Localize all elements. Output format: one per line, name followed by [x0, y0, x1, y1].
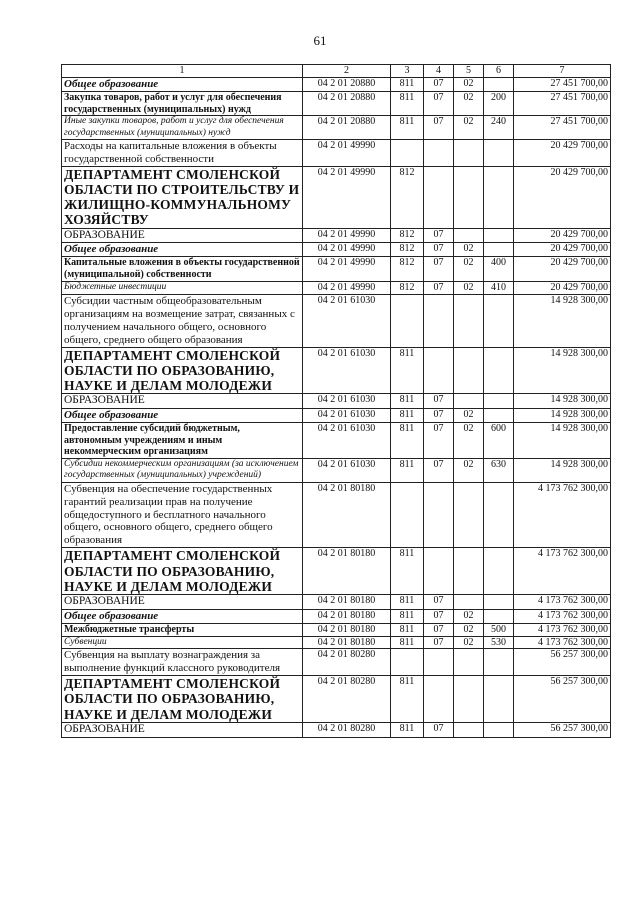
- section-code: 07: [424, 243, 454, 257]
- amount-value: 20 429 700,00: [514, 139, 611, 166]
- row-description: Расходы на капитальные вложения в объекты государственной собственности: [62, 139, 303, 166]
- section-code: 07: [424, 281, 454, 294]
- section-code: [424, 166, 454, 228]
- subsection-code: 02: [454, 281, 484, 294]
- table-row: [62, 243, 611, 257]
- table-row: [62, 649, 611, 676]
- section-code: [424, 676, 454, 723]
- section-code: 07: [424, 257, 454, 282]
- amount-value: 4 173 762 300,00: [514, 609, 611, 623]
- subsection-code: [454, 228, 484, 243]
- amount-value: 20 429 700,00: [514, 281, 611, 294]
- target-article-code: 04 2 01 61030: [303, 459, 391, 482]
- amount-value: 4 173 762 300,00: [514, 548, 611, 595]
- table-row: [62, 139, 611, 166]
- column-header: 6: [484, 65, 514, 78]
- table-row: [62, 459, 611, 482]
- section-code: 07: [424, 116, 454, 139]
- row-description: ОБРАЗОВАНИЕ: [62, 595, 303, 610]
- section-code: [424, 347, 454, 394]
- table-row: [62, 294, 611, 347]
- row-description: Предоставление субсидий бюджетным, автономным учреждениям и иным некоммерческим организациям: [62, 422, 303, 458]
- department-code: 812: [391, 228, 424, 243]
- row-description: Субвенция на выплату вознаграждения за выполнение функций классного руководителя: [62, 649, 303, 676]
- expense-type-code: 240: [484, 116, 514, 139]
- target-article-code: 04 2 01 49990: [303, 257, 391, 282]
- subsection-code: [454, 548, 484, 595]
- amount-value: 27 451 700,00: [514, 77, 611, 91]
- amount-value: 56 257 300,00: [514, 722, 611, 737]
- department-code: 811: [391, 623, 424, 636]
- section-code: 07: [424, 623, 454, 636]
- section-code: [424, 139, 454, 166]
- column-header: 4: [424, 65, 454, 78]
- row-description: Общее образование: [62, 408, 303, 422]
- target-article-code: 04 2 01 80280: [303, 676, 391, 723]
- department-code: 812: [391, 281, 424, 294]
- target-article-code: 04 2 01 61030: [303, 394, 391, 409]
- target-article-code: 04 2 01 61030: [303, 422, 391, 458]
- row-description: Капитальные вложения в объекты государственной (муниципальной) собственности: [62, 257, 303, 282]
- budget-table-body: [62, 65, 611, 738]
- department-code: 812: [391, 166, 424, 228]
- expense-type-code: [484, 166, 514, 228]
- section-code: 07: [424, 77, 454, 91]
- expense-type-code: [484, 243, 514, 257]
- row-description: ОБРАЗОВАНИЕ: [62, 228, 303, 243]
- target-article-code: 04 2 01 61030: [303, 294, 391, 347]
- subsection-code: [454, 394, 484, 409]
- department-code: 811: [391, 459, 424, 482]
- subsection-code: 02: [454, 91, 484, 116]
- row-description: ДЕПАРТАМЕНТ СМОЛЕНСКОЙ ОБЛАСТИ ПО ОБРАЗОВАНИЮ, НАУКЕ И ДЕЛАМ МОЛОДЕЖИ: [62, 347, 303, 394]
- row-description: Субсидии некоммерческим организациям (за исключением государственных (муниципальных) учреждений): [62, 459, 303, 482]
- subsection-code: 02: [454, 459, 484, 482]
- column-header: 2: [303, 65, 391, 78]
- expense-type-code: [484, 722, 514, 737]
- target-article-code: 04 2 01 61030: [303, 347, 391, 394]
- column-header: 1: [62, 65, 303, 78]
- subsection-code: [454, 166, 484, 228]
- table-row: [62, 91, 611, 116]
- department-code: [391, 482, 424, 548]
- target-article-code: 04 2 01 80180: [303, 595, 391, 610]
- amount-value: 27 451 700,00: [514, 91, 611, 116]
- target-article-code: 04 2 01 80180: [303, 548, 391, 595]
- department-code: 812: [391, 257, 424, 282]
- target-article-code: 04 2 01 49990: [303, 139, 391, 166]
- column-header: 7: [514, 65, 611, 78]
- target-article-code: 04 2 01 20880: [303, 91, 391, 116]
- subsection-code: [454, 722, 484, 737]
- expense-type-code: [484, 482, 514, 548]
- subsection-code: [454, 676, 484, 723]
- section-code: 07: [424, 722, 454, 737]
- subsection-code: [454, 139, 484, 166]
- row-description: Субвенции: [62, 636, 303, 649]
- target-article-code: 04 2 01 80280: [303, 649, 391, 676]
- table-row: [62, 166, 611, 228]
- table-row: [62, 676, 611, 723]
- subsection-code: 02: [454, 257, 484, 282]
- table-row: [62, 722, 611, 737]
- amount-value: 20 429 700,00: [514, 243, 611, 257]
- amount-value: 20 429 700,00: [514, 228, 611, 243]
- expense-type-code: [484, 548, 514, 595]
- table-row: [62, 422, 611, 458]
- table-row: [62, 609, 611, 623]
- table-row: [62, 228, 611, 243]
- target-article-code: 04 2 01 61030: [303, 408, 391, 422]
- amount-value: 56 257 300,00: [514, 676, 611, 723]
- section-code: 07: [424, 459, 454, 482]
- amount-value: 14 928 300,00: [514, 347, 611, 394]
- budget-table: [61, 64, 611, 738]
- department-code: 811: [391, 116, 424, 139]
- expense-type-code: [484, 676, 514, 723]
- subsection-code: 02: [454, 116, 484, 139]
- department-code: [391, 649, 424, 676]
- amount-value: 4 173 762 300,00: [514, 595, 611, 610]
- expense-type-code: [484, 408, 514, 422]
- expense-type-code: 630: [484, 459, 514, 482]
- target-article-code: 04 2 01 49990: [303, 166, 391, 228]
- table-row: [62, 408, 611, 422]
- amount-value: 14 928 300,00: [514, 422, 611, 458]
- row-description: ОБРАЗОВАНИЕ: [62, 722, 303, 737]
- subsection-code: 02: [454, 408, 484, 422]
- amount-value: 4 173 762 300,00: [514, 623, 611, 636]
- department-code: 811: [391, 609, 424, 623]
- row-description: Общее образование: [62, 243, 303, 257]
- subsection-code: 02: [454, 636, 484, 649]
- amount-value: 14 928 300,00: [514, 459, 611, 482]
- row-description: ДЕПАРТАМЕНТ СМОЛЕНСКОЙ ОБЛАСТИ ПО СТРОИТЕЛЬСТВУ И ЖИЛИЩНО-КОММУНАЛЬНОМУ ХОЗЯЙСТВУ: [62, 166, 303, 228]
- section-code: 07: [424, 228, 454, 243]
- amount-value: 14 928 300,00: [514, 294, 611, 347]
- department-code: 811: [391, 422, 424, 458]
- table-row: [62, 257, 611, 282]
- expense-type-code: [484, 347, 514, 394]
- expense-type-code: [484, 649, 514, 676]
- amount-value: 20 429 700,00: [514, 166, 611, 228]
- expense-type-code: 200: [484, 91, 514, 116]
- department-code: 811: [391, 722, 424, 737]
- department-code: 811: [391, 636, 424, 649]
- subsection-code: 02: [454, 609, 484, 623]
- expense-type-code: [484, 595, 514, 610]
- subsection-code: 02: [454, 77, 484, 91]
- row-description: ОБРАЗОВАНИЕ: [62, 394, 303, 409]
- table-row: [62, 394, 611, 409]
- expense-type-code: 400: [484, 257, 514, 282]
- subsection-code: [454, 294, 484, 347]
- expense-type-code: 410: [484, 281, 514, 294]
- row-description: Общее образование: [62, 609, 303, 623]
- column-header: 3: [391, 65, 424, 78]
- table-row: [62, 281, 611, 294]
- subsection-code: [454, 482, 484, 548]
- table-row: [62, 636, 611, 649]
- department-code: 811: [391, 77, 424, 91]
- table-row: [62, 595, 611, 610]
- subsection-code: 02: [454, 422, 484, 458]
- department-code: 811: [391, 676, 424, 723]
- department-code: 811: [391, 394, 424, 409]
- row-description: Общее образование: [62, 77, 303, 91]
- amount-value: 56 257 300,00: [514, 649, 611, 676]
- target-article-code: 04 2 01 20880: [303, 77, 391, 91]
- department-code: 811: [391, 408, 424, 422]
- expense-type-code: [484, 609, 514, 623]
- target-article-code: 04 2 01 49990: [303, 243, 391, 257]
- row-description: ДЕПАРТАМЕНТ СМОЛЕНСКОЙ ОБЛАСТИ ПО ОБРАЗОВАНИЮ, НАУКЕ И ДЕЛАМ МОЛОДЕЖИ: [62, 548, 303, 595]
- row-description: Закупка товаров, работ и услуг для обеспечения государственных (муниципальных) нужд: [62, 91, 303, 116]
- section-code: 07: [424, 394, 454, 409]
- target-article-code: 04 2 01 80180: [303, 609, 391, 623]
- expense-type-code: 500: [484, 623, 514, 636]
- amount-value: 20 429 700,00: [514, 257, 611, 282]
- department-code: [391, 139, 424, 166]
- amount-value: 14 928 300,00: [514, 408, 611, 422]
- table-row: [62, 623, 611, 636]
- expense-type-code: 530: [484, 636, 514, 649]
- department-code: [391, 294, 424, 347]
- table-row: [62, 77, 611, 91]
- row-description: Иные закупки товаров, работ и услуг для обеспечения государственных (муниципальных) нужд: [62, 116, 303, 139]
- subsection-code: [454, 649, 484, 676]
- section-code: 07: [424, 408, 454, 422]
- amount-value: 4 173 762 300,00: [514, 482, 611, 548]
- target-article-code: 04 2 01 80180: [303, 636, 391, 649]
- expense-type-code: 600: [484, 422, 514, 458]
- expense-type-code: [484, 228, 514, 243]
- section-code: 07: [424, 636, 454, 649]
- target-article-code: 04 2 01 49990: [303, 281, 391, 294]
- section-code: [424, 294, 454, 347]
- target-article-code: 04 2 01 80280: [303, 722, 391, 737]
- section-code: [424, 548, 454, 595]
- expense-type-code: [484, 294, 514, 347]
- subsection-code: 02: [454, 623, 484, 636]
- subsection-code: [454, 595, 484, 610]
- table-row: [62, 116, 611, 139]
- section-code: [424, 482, 454, 548]
- section-code: 07: [424, 595, 454, 610]
- table-header-row: [62, 65, 611, 78]
- department-code: 811: [391, 595, 424, 610]
- department-code: 811: [391, 91, 424, 116]
- row-description: Бюджетные инвестиции: [62, 281, 303, 294]
- amount-value: 27 451 700,00: [514, 116, 611, 139]
- target-article-code: 04 2 01 49990: [303, 228, 391, 243]
- section-code: 07: [424, 609, 454, 623]
- section-code: 07: [424, 91, 454, 116]
- table-row: [62, 347, 611, 394]
- amount-value: 14 928 300,00: [514, 394, 611, 409]
- department-code: 811: [391, 548, 424, 595]
- section-code: 07: [424, 422, 454, 458]
- target-article-code: 04 2 01 20880: [303, 116, 391, 139]
- expense-type-code: [484, 139, 514, 166]
- row-description: ДЕПАРТАМЕНТ СМОЛЕНСКОЙ ОБЛАСТИ ПО ОБРАЗОВАНИЮ, НАУКЕ И ДЕЛАМ МОЛОДЕЖИ: [62, 676, 303, 723]
- section-code: [424, 649, 454, 676]
- row-description: Субсидии частным общеобразовательным организациям на возмещение затрат, связанных с получением начального общего, основного общего, среднего общего образования: [62, 294, 303, 347]
- table-row: [62, 548, 611, 595]
- row-description: Межбюджетные трансферты: [62, 623, 303, 636]
- department-code: 811: [391, 347, 424, 394]
- target-article-code: 04 2 01 80180: [303, 482, 391, 548]
- target-article-code: 04 2 01 80180: [303, 623, 391, 636]
- expense-type-code: [484, 394, 514, 409]
- amount-value: 4 173 762 300,00: [514, 636, 611, 649]
- page-number: 61: [313, 33, 327, 48]
- table-row: [62, 482, 611, 548]
- department-code: 812: [391, 243, 424, 257]
- column-header: 5: [454, 65, 484, 78]
- subsection-code: 02: [454, 243, 484, 257]
- expense-type-code: [484, 77, 514, 91]
- subsection-code: [454, 347, 484, 394]
- row-description: Субвенция на обеспечение государственных гарантий реализации прав на получение общедоступного и бесплатного начального общего, основного общего, среднего общего образования: [62, 482, 303, 548]
